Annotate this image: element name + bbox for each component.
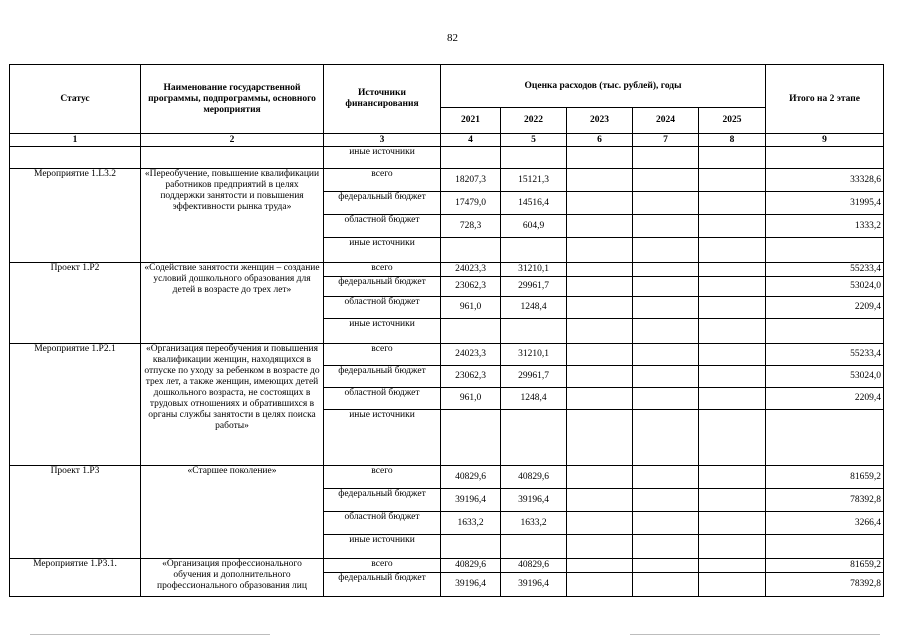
source-cell: областной бюджет [324,512,441,535]
column-number: 1 [10,134,141,147]
column-number: 2 [141,134,324,147]
bottom-rule [30,634,270,635]
value-2024 [633,559,699,573]
source-cell: федеральный бюджет [324,192,441,215]
column-number: 9 [766,134,884,147]
value-total [766,238,884,263]
header-year: 2021 [441,108,501,134]
value-2024 [633,535,699,559]
value-2024 [633,319,699,344]
value-total: 53024,0 [766,366,884,388]
value-2023 [567,297,633,319]
table-row [10,344,884,366]
value-2022: 1633,2 [501,512,567,535]
value-2025 [699,559,766,573]
table-row [10,169,884,192]
column-number: 7 [633,134,699,147]
value-2022: 31210,1 [501,344,567,366]
value-2025 [699,466,766,489]
value-2022: 29961,7 [501,277,567,297]
source-cell: федеральный бюджет [324,277,441,297]
value-2021: 728,3 [441,215,501,238]
value-2025 [699,263,766,277]
value-2025 [699,535,766,559]
value-2023 [567,238,633,263]
table-row [10,263,884,277]
value-2021: 18207,3 [441,169,501,192]
value-total: 33328,6 [766,169,884,192]
value-2022: 29961,7 [501,366,567,388]
budget-table [9,64,884,597]
value-2021: 40829,6 [441,559,501,573]
value-2024 [633,512,699,535]
source-cell: всего [324,466,441,489]
value-2022: 31210,1 [501,263,567,277]
value-2025 [699,366,766,388]
value-total [766,147,884,169]
value-2022: 39196,4 [501,573,567,597]
value-2024 [633,147,699,169]
value-2022 [501,535,567,559]
source-cell: иные источники [324,535,441,559]
program-name-cell: «Организация переобучения и повышения квалификации женщин, находящихся в отпуске по уходу за ребенком в возрасте до трех лет, а также женщин, имеющих детей дошкольного возраста, не состоящих в трудовых отношениях и обратившихся в органы службы занятости в целях поиска работы» [141,344,324,466]
value-total [766,410,884,466]
value-2021: 40829,6 [441,466,501,489]
value-total: 78392,8 [766,489,884,512]
value-2023 [567,147,633,169]
value-2021: 23062,3 [441,277,501,297]
source-cell: федеральный бюджет [324,573,441,597]
status-cell: Мероприятие 1.P3.1. [10,559,141,597]
value-2023 [567,559,633,573]
header-total: Итого на 2 этапе [766,65,884,134]
value-2023 [567,366,633,388]
value-2021: 1633,2 [441,512,501,535]
source-cell: областной бюджет [324,215,441,238]
value-2021 [441,238,501,263]
value-2022 [501,238,567,263]
value-2025 [699,192,766,215]
value-total: 81659,2 [766,466,884,489]
value-2024 [633,169,699,192]
value-2021: 39196,4 [441,573,501,597]
value-2022 [501,147,567,169]
value-2021: 17479,0 [441,192,501,215]
source-cell: иные источники [324,410,441,466]
value-2025 [699,277,766,297]
value-total: 2209,4 [766,388,884,410]
value-2021: 39196,4 [441,489,501,512]
value-2025 [699,297,766,319]
value-2021 [441,319,501,344]
header-program-name: Наименование государственной программы, подпрограммы, основного мероприятия [141,65,324,134]
value-2021: 961,0 [441,297,501,319]
value-2022 [501,410,567,466]
value-2022: 604,9 [501,215,567,238]
table-row [10,559,884,573]
table-row [10,466,884,489]
value-2024 [633,297,699,319]
program-name-cell: «Старшее поколение» [141,466,324,559]
value-total: 55233,4 [766,263,884,277]
value-2021: 24023,3 [441,344,501,366]
page-number: 82 [447,32,458,44]
value-2025 [699,147,766,169]
value-total: 2209,4 [766,297,884,319]
value-2023 [567,277,633,297]
value-2024 [633,489,699,512]
status-cell: Мероприятие 1.P2.1 [10,344,141,466]
value-2025 [699,388,766,410]
source-cell: иные источники [324,238,441,263]
source-cell: областной бюджет [324,297,441,319]
value-2025 [699,489,766,512]
value-2023 [567,535,633,559]
value-2025 [699,319,766,344]
value-2024 [633,344,699,366]
value-2024 [633,215,699,238]
value-total: 1333,2 [766,215,884,238]
column-number: 5 [501,134,567,147]
value-2024 [633,238,699,263]
header-expenses: Оценка расходов (тыс. рублей), годы [441,65,766,108]
value-2023 [567,489,633,512]
header-year: 2023 [567,108,633,134]
program-name-cell: «Организация профессионального обучения и дополнительного профессионального образования лиц [141,559,324,597]
value-2024 [633,388,699,410]
value-2024 [633,410,699,466]
value-2022: 1248,4 [501,388,567,410]
program-name-cell: «Переобучение, повышение квалификации работников предприятий в целях поддержки занятости и повышения эффективности рынка труда» [141,169,324,263]
program-name-cell: «Содействие занятости женщин – создание условий дошкольного образования для детей в возрасте до трех лет» [141,263,324,344]
value-2022: 40829,6 [501,466,567,489]
value-2023 [567,215,633,238]
value-2022: 40829,6 [501,559,567,573]
value-2023 [567,466,633,489]
header-sources: Источники финансирования [324,65,441,134]
value-2022: 39196,4 [501,489,567,512]
value-2022: 14516,4 [501,192,567,215]
source-cell: всего [324,263,441,277]
value-total: 55233,4 [766,344,884,366]
value-2024 [633,277,699,297]
value-total: 3266,4 [766,512,884,535]
column-number: 6 [567,134,633,147]
value-2022 [501,319,567,344]
value-total [766,535,884,559]
value-2025 [699,215,766,238]
value-2024 [633,263,699,277]
value-2023 [567,410,633,466]
source-cell: всего [324,169,441,192]
source-cell: иные источники [324,319,441,344]
value-2021: 24023,3 [441,263,501,277]
value-2021 [441,410,501,466]
header-year: 2022 [501,108,567,134]
value-total: 81659,2 [766,559,884,573]
value-2024 [633,366,699,388]
value-2023 [567,344,633,366]
value-total: 78392,8 [766,573,884,597]
value-2023 [567,512,633,535]
header-status: Статус [10,65,141,134]
value-2022: 1248,4 [501,297,567,319]
value-2021 [441,147,501,169]
source-cell: иные источники [324,147,441,169]
value-2025 [699,573,766,597]
value-2023 [567,169,633,192]
value-2021: 961,0 [441,388,501,410]
value-total: 53024,0 [766,277,884,297]
value-2025 [699,512,766,535]
source-cell: федеральный бюджет [324,489,441,512]
value-2021 [441,535,501,559]
column-number: 3 [324,134,441,147]
source-cell: областной бюджет [324,388,441,410]
status-cell: Проект 1.P2 [10,263,141,344]
value-2023 [567,319,633,344]
value-total [766,319,884,344]
value-2023 [567,573,633,597]
value-2021: 23062,3 [441,366,501,388]
value-2025 [699,169,766,192]
column-number: 8 [699,134,766,147]
status-cell: Проект 1.P3 [10,466,141,559]
header-year: 2025 [699,108,766,134]
value-2024 [633,573,699,597]
value-total: 31995,4 [766,192,884,215]
value-2023 [567,263,633,277]
value-2023 [567,192,633,215]
value-2025 [699,344,766,366]
value-2024 [633,192,699,215]
value-2022: 15121,3 [501,169,567,192]
program-name-cell [141,147,324,169]
status-cell: Мероприятие 1.L3.2 [10,169,141,263]
value-2024 [633,466,699,489]
header-year: 2024 [633,108,699,134]
value-2025 [699,410,766,466]
source-cell: федеральный бюджет [324,366,441,388]
source-cell: всего [324,344,441,366]
value-2025 [699,238,766,263]
table-row [10,147,884,169]
source-cell: всего [324,559,441,573]
column-number: 4 [441,134,501,147]
status-cell [10,147,141,169]
value-2023 [567,388,633,410]
bottom-rule [630,634,880,635]
